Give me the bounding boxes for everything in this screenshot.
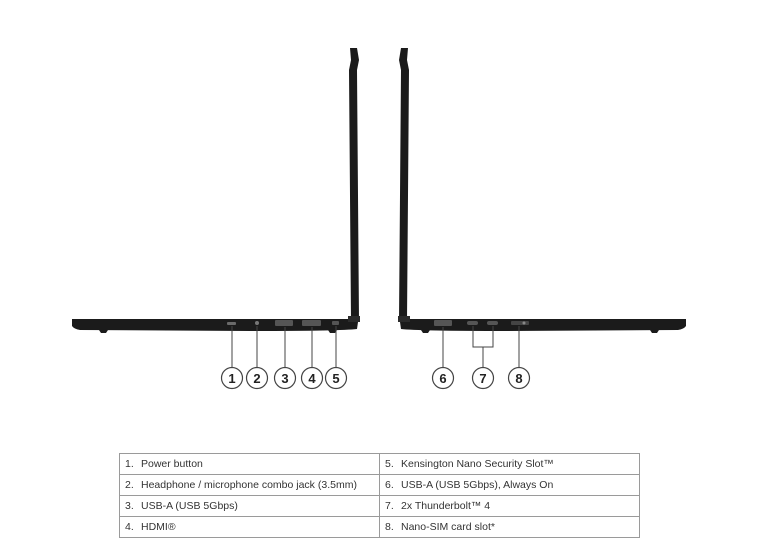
port-cell <box>120 454 380 475</box>
laptop-left-side-view <box>72 48 360 333</box>
laptop-right-foot-front <box>650 330 659 333</box>
port-label: USB-A (USB 5Gbps) <box>141 500 238 512</box>
usb-a-port-icon <box>275 320 293 326</box>
port-cell <box>120 517 380 538</box>
port-number: 6. <box>385 479 394 491</box>
thunderbolt-port-1-icon <box>467 321 478 325</box>
laptop-left-lid <box>349 48 359 321</box>
callout-numbers <box>228 371 522 386</box>
port-label: Kensington Nano Security Slot™ <box>401 458 554 470</box>
port-cell <box>120 475 380 496</box>
ports-legend-table <box>119 453 640 538</box>
port-label: HDMI® <box>141 521 176 533</box>
laptop-right-foot-rear <box>421 330 430 333</box>
port-cell <box>380 517 640 538</box>
port-cell <box>120 496 380 517</box>
callout-7: 7 <box>479 371 487 386</box>
table-row <box>120 517 640 538</box>
callout-5: 5 <box>332 371 340 386</box>
hdmi-port-icon <box>302 320 321 326</box>
power-button-icon <box>227 322 236 325</box>
port-label: 2x Thunderbolt™ 4 <box>401 500 491 512</box>
port-cell <box>380 454 640 475</box>
port-cell <box>380 496 640 517</box>
port-number: 2. <box>125 479 134 491</box>
laptop-left-lid-hinge <box>348 316 360 322</box>
sim-eject-hole-icon <box>523 322 526 325</box>
callout-4: 4 <box>308 371 316 386</box>
laptop-right-lid <box>399 48 409 321</box>
callout-6: 6 <box>439 371 447 386</box>
table-row <box>120 496 640 517</box>
thunderbolt-port-2-icon <box>487 321 498 325</box>
port-number: 8. <box>385 521 394 533</box>
table-row <box>120 454 640 475</box>
callout-8: 8 <box>515 371 523 386</box>
callout-2: 2 <box>253 371 261 386</box>
nano-sim-slot-icon <box>511 321 529 325</box>
port-label: USB-A (USB 5Gbps), Always On <box>401 479 554 491</box>
port-label: Power button <box>141 458 203 470</box>
port-label: Headphone / microphone combo jack (3.5mm) <box>141 479 357 491</box>
callout-leader-lines <box>232 326 519 367</box>
laptop-right-side-view <box>398 48 686 333</box>
usb-a-always-on-port-icon <box>434 320 452 326</box>
port-number: 1. <box>125 458 134 470</box>
port-label: Nano-SIM card slot* <box>401 521 495 533</box>
port-cell <box>380 475 640 496</box>
kensington-slot-icon <box>332 321 339 325</box>
port-number: 4. <box>125 521 134 533</box>
callout-1: 1 <box>228 371 236 386</box>
port-number: 5. <box>385 458 394 470</box>
laptop-left-foot-front <box>99 330 108 333</box>
port-number: 3. <box>125 500 134 512</box>
callout-3: 3 <box>281 371 289 386</box>
audio-jack-icon <box>255 321 259 325</box>
port-number: 7. <box>385 500 394 512</box>
table-row <box>120 475 640 496</box>
laptop-right-lid-hinge <box>398 316 410 322</box>
